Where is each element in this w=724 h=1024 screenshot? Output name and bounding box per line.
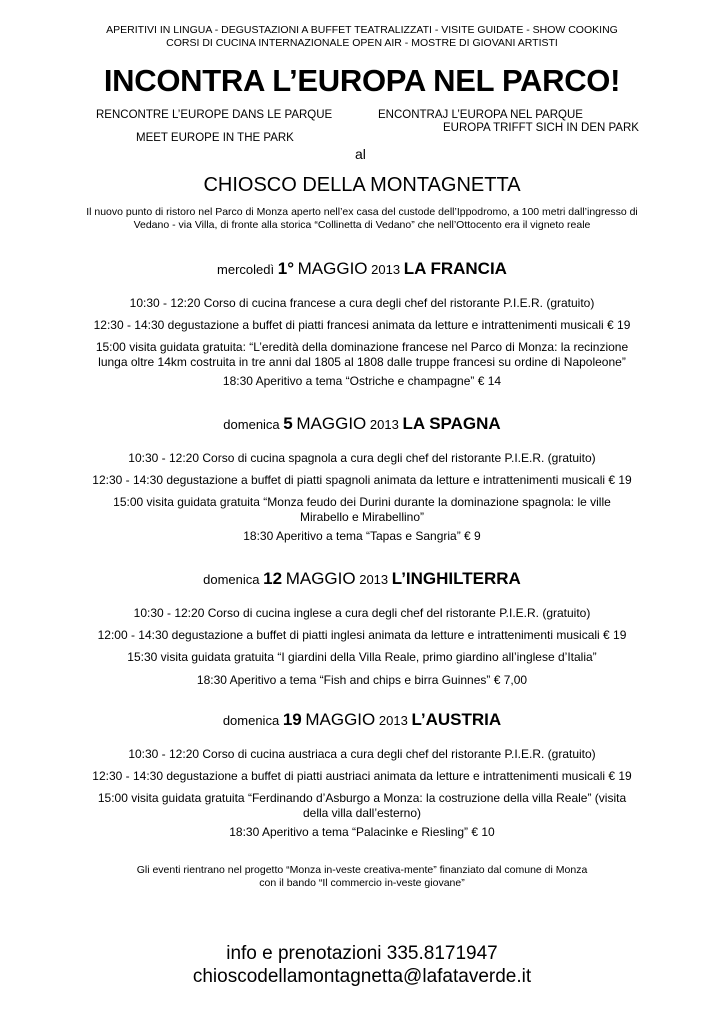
day-country: L’AUSTRIA: [411, 710, 502, 729]
day-year: 2013: [371, 262, 401, 277]
schedule-item-line: 10:30 - 12:20 Corso di cucina francese a cura degli chef del ristorante P.I.E.R. (gratuito): [129, 296, 595, 310]
contact-info: info e prenotazioni 335.8171947: [226, 943, 498, 964]
top-banner: [0, 24, 724, 50]
schedule-item: [0, 529, 724, 544]
schedule-item: [0, 606, 724, 621]
day-country: LA SPAGNA: [402, 414, 501, 433]
schedule-item-line: 10:30 - 12:20 Corso di cucina austriaca a cura degli chef del ristorante P.I.E.R. (gratuito): [128, 747, 596, 761]
schedule-item-line: 15:30 visita guidata gratuita “I giardini della Villa Reale, primo giardino all’inglese d’Italia”: [127, 650, 597, 664]
intro-line-1: Il nuovo punto di ristoro nel Parco di Monza aperto nell’ex casa del custode dell’Ippodromo, a 100 metri dall’ingresso di: [86, 206, 638, 218]
top-banner-line-2: CORSI DI CUCINA INTERNAZIONALE OPEN AIR - MOSTRE DI GIOVANI ARTISTI: [166, 37, 558, 49]
schedule-item-line: della villa dall’esterno): [302, 805, 422, 820]
translation-spanish: ENCONTRAJ L’EUROPA NEL PARQUE: [378, 109, 583, 121]
schedule-item-line: 15:00 visita guidata gratuita “Monza feudo dei Durini durante la dominazione spagnola: le ville: [113, 495, 611, 509]
schedule-item-line: 12:30 - 14:30 degustazione a buffet di piatti spagnoli animata da letture e intrattenimenti musicali € 19: [92, 473, 632, 487]
schedule-item-line: 15:00 visita guidata gratuita: “L’eredità della dominazione francese nel Parco di Monza: la recinzione: [95, 340, 629, 354]
day-heading: [0, 709, 724, 732]
schedule-item-line: Mirabello e Mirabellino”: [299, 509, 425, 524]
day-day: 5: [283, 414, 293, 433]
schedule-item: [0, 791, 724, 820]
schedule-item-line: 18:30 Aperitivo a tema “Tapas e Sangria” € 9: [243, 529, 481, 543]
schedule-item: [0, 473, 724, 488]
day-month: MAGGIO: [297, 259, 368, 278]
schedule-item-line: 12:30 - 14:30 degustazione a buffet di piatti austriaci animata da letture e intrattenimenti musicali € 19: [92, 769, 632, 783]
schedule-item: [0, 747, 724, 762]
day-weekday: domenica: [203, 572, 260, 587]
page-title: INCONTRA L’EUROPA NEL PARCO!: [103, 63, 621, 98]
schedule-item: [0, 769, 724, 784]
schedule-item-line: lunga oltre 14km costruita in tre anni dal 1805 al 1808 dalle truppe francesi su ordine di Napoleone”: [98, 354, 626, 369]
schedule-item-line: 10:30 - 12:20 Corso di cucina spagnola a cura degli chef del ristorante P.I.E.R. (gratuito): [128, 451, 596, 465]
top-banner-line-1: APERITIVI IN LINGUA - DEGUSTAZIONI A BUFFET TEATRALIZZATI - VISITE GUIDATE - SHOW COOKING: [106, 24, 618, 36]
schedule-item-line: 18:30 Aperitivo a tema “Palacinke e Riesling” € 10: [229, 825, 495, 839]
intro-line-2: Vedano - via Villa, di fronte alla storica “Collinetta di Vedano” che nell’Ottocento era il vigneto reale: [133, 219, 591, 231]
contact-email[interactable]: chioscodellamontagnetta@lafataverde.it: [192, 966, 532, 987]
schedule-item-line: 12:00 - 14:30 degustazione a buffet di piatti inglesi animata da letture e intrattenimenti musicali € 19: [97, 628, 627, 642]
day-year: 2013: [378, 713, 408, 728]
day-country: LA FRANCIA: [403, 259, 507, 278]
schedule-item: [0, 296, 724, 311]
day-year: 2013: [369, 417, 399, 432]
al-label: al: [355, 146, 366, 162]
funding-note-line-2: con il bando “Il commercio in-veste giovane”: [259, 877, 465, 889]
schedule-item-line: 18:30 Aperitivo a tema “Fish and chips e birra Guinnes” € 7,00: [196, 673, 528, 687]
day-day: 19: [282, 710, 302, 729]
translation-english: MEET EUROPE IN THE PARK: [136, 132, 294, 144]
schedule-item: [0, 340, 724, 369]
schedule-item-line: 12:30 - 14:30 degustazione a buffet di piatti francesi animata da letture e intrattenimenti musicali € 19: [93, 318, 631, 332]
day-month: MAGGIO: [305, 710, 376, 729]
venue-name: CHIOSCO DELLA MONTAGNETTA: [203, 174, 521, 196]
day-year: 2013: [359, 572, 389, 587]
schedule-item: [0, 825, 724, 840]
day-weekday: domenica: [223, 417, 280, 432]
translation-french: RENCONTRE L’EUROPE DANS LE PARQUE: [96, 109, 333, 121]
schedule-item-line: 15:00 visita guidata gratuita “Ferdinando d’Asburgo a Monza: la costruzione della villa Reale” (visita: [97, 791, 627, 805]
day-month: MAGGIO: [296, 414, 367, 433]
schedule-item: [0, 495, 724, 524]
day-heading: [0, 413, 724, 436]
day-heading: [0, 258, 724, 281]
schedule-item: [0, 451, 724, 466]
day-day: 1°: [277, 259, 294, 278]
schedule-item: [0, 374, 724, 389]
day-day: 12: [263, 569, 283, 588]
day-country: L’INGHILTERRA: [391, 569, 521, 588]
schedule-item: [0, 673, 724, 688]
schedule-item: [0, 628, 724, 643]
day-weekday: mercoledì: [217, 262, 275, 277]
funding-note: [0, 864, 724, 890]
day-month: MAGGIO: [285, 569, 356, 588]
schedule-item: [0, 318, 724, 333]
day-heading: [0, 568, 724, 591]
translation-german: EUROPA TRIFFT SICH IN DEN PARK: [443, 122, 639, 134]
funding-note-line-1: Gli eventi rientrano nel progetto “Monza in-veste creativa-mente” finanziato dal comune di Monza: [136, 864, 588, 876]
schedule-item: [0, 650, 724, 665]
intro-text: [0, 206, 724, 232]
day-weekday: domenica: [222, 713, 280, 728]
schedule-item-line: 18:30 Aperitivo a tema “Ostriche e champagne” € 14: [222, 374, 502, 388]
schedule-item-line: 10:30 - 12:20 Corso di cucina inglese a cura degli chef del ristorante P.I.E.R. (gratuito): [133, 606, 591, 620]
